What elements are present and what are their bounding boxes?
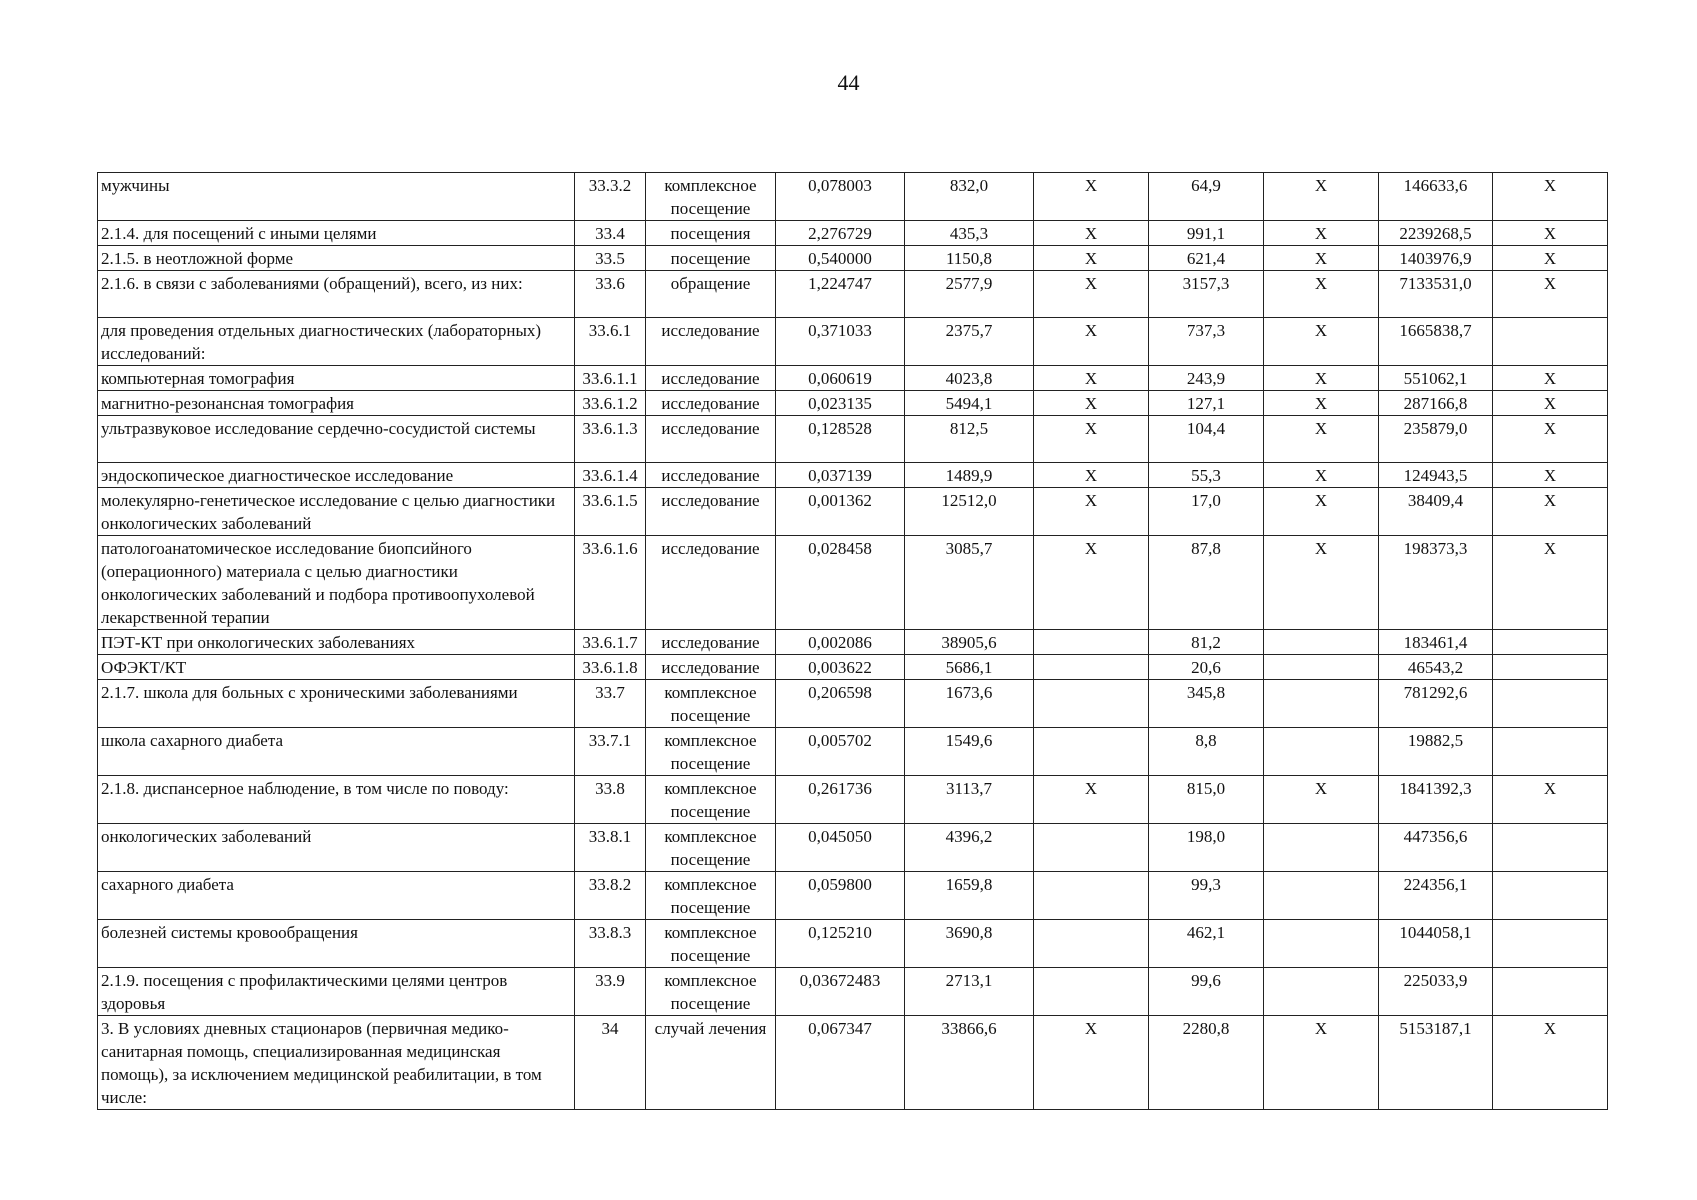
row-unit: комплексное посещение xyxy=(646,728,776,776)
row-amount: 17,0 xyxy=(1149,488,1264,536)
table-row xyxy=(98,221,1608,246)
row-x-1 xyxy=(1034,824,1149,872)
row-total: 38409,4 xyxy=(1379,488,1493,536)
row-x-1: X xyxy=(1034,488,1149,536)
table-row xyxy=(98,366,1608,391)
row-unit: исследование xyxy=(646,630,776,655)
row-x-1: X xyxy=(1034,536,1149,630)
row-x-1: X xyxy=(1034,416,1149,463)
row-cost: 1549,6 xyxy=(905,728,1034,776)
row-amount: 621,4 xyxy=(1149,246,1264,271)
row-cost: 3690,8 xyxy=(905,920,1034,968)
row-x-1 xyxy=(1034,655,1149,680)
row-total: 225033,9 xyxy=(1379,968,1493,1016)
row-code: 33.6.1.3 xyxy=(575,416,646,463)
row-x-2 xyxy=(1264,920,1379,968)
row-x-1: X xyxy=(1034,1016,1149,1110)
row-x-2: X xyxy=(1264,366,1379,391)
row-unit: комплексное посещение xyxy=(646,920,776,968)
row-code: 33.7.1 xyxy=(575,728,646,776)
row-x-2: X xyxy=(1264,318,1379,366)
row-norm: 0,540000 xyxy=(776,246,905,271)
table-row xyxy=(98,391,1608,416)
row-cost: 1673,6 xyxy=(905,680,1034,728)
table-row xyxy=(98,776,1608,824)
row-norm: 0,261736 xyxy=(776,776,905,824)
row-x-2: X xyxy=(1264,488,1379,536)
row-x-3 xyxy=(1493,728,1608,776)
row-x-3: X xyxy=(1493,391,1608,416)
row-unit: исследование xyxy=(646,488,776,536)
row-norm: 0,078003 xyxy=(776,173,905,221)
table-row xyxy=(98,173,1608,221)
row-total: 1841392,3 xyxy=(1379,776,1493,824)
row-cost: 3113,7 xyxy=(905,776,1034,824)
data-table xyxy=(97,172,1608,1110)
row-unit: обращение xyxy=(646,271,776,318)
row-unit: комплексное посещение xyxy=(646,968,776,1016)
row-unit: исследование xyxy=(646,655,776,680)
row-amount: 198,0 xyxy=(1149,824,1264,872)
table-row xyxy=(98,488,1608,536)
row-amount: 64,9 xyxy=(1149,173,1264,221)
table-row xyxy=(98,824,1608,872)
row-amount: 991,1 xyxy=(1149,221,1264,246)
row-x-2 xyxy=(1264,630,1379,655)
row-amount: 243,9 xyxy=(1149,366,1264,391)
row-x-1: X xyxy=(1034,246,1149,271)
row-label: молекулярно-генетическое исследование с целью диагностики онкологических заболеваний xyxy=(98,488,575,536)
row-norm: 0,059800 xyxy=(776,872,905,920)
row-cost: 33866,6 xyxy=(905,1016,1034,1110)
row-norm: 0,060619 xyxy=(776,366,905,391)
row-x-2: X xyxy=(1264,391,1379,416)
row-total: 551062,1 xyxy=(1379,366,1493,391)
row-norm: 0,03672483 xyxy=(776,968,905,1016)
row-x-3: X xyxy=(1493,1016,1608,1110)
row-cost: 4396,2 xyxy=(905,824,1034,872)
row-unit: исследование xyxy=(646,463,776,488)
row-x-3: X xyxy=(1493,366,1608,391)
table-row xyxy=(98,968,1608,1016)
row-x-1 xyxy=(1034,968,1149,1016)
row-x-2 xyxy=(1264,824,1379,872)
row-code: 33.6.1.4 xyxy=(575,463,646,488)
row-label: 2.1.4. для посещений с иными целями xyxy=(98,221,575,246)
row-total: 183461,4 xyxy=(1379,630,1493,655)
row-amount: 99,6 xyxy=(1149,968,1264,1016)
row-amount: 3157,3 xyxy=(1149,271,1264,318)
row-x-2: X xyxy=(1264,221,1379,246)
row-total: 146633,6 xyxy=(1379,173,1493,221)
row-label: магнитно-резонансная томография xyxy=(98,391,575,416)
row-code: 33.6.1.6 xyxy=(575,536,646,630)
row-x-2 xyxy=(1264,728,1379,776)
row-x-3: X xyxy=(1493,488,1608,536)
row-amount: 104,4 xyxy=(1149,416,1264,463)
row-total: 7133531,0 xyxy=(1379,271,1493,318)
row-x-3: X xyxy=(1493,776,1608,824)
row-x-1 xyxy=(1034,728,1149,776)
row-code: 33.8.2 xyxy=(575,872,646,920)
table-row xyxy=(98,318,1608,366)
row-x-3: X xyxy=(1493,173,1608,221)
row-x-3: X xyxy=(1493,536,1608,630)
row-total: 235879,0 xyxy=(1379,416,1493,463)
table-row xyxy=(98,536,1608,630)
row-unit: исследование xyxy=(646,366,776,391)
row-norm: 0,037139 xyxy=(776,463,905,488)
row-x-1: X xyxy=(1034,221,1149,246)
table-row xyxy=(98,271,1608,318)
row-cost: 12512,0 xyxy=(905,488,1034,536)
row-amount: 737,3 xyxy=(1149,318,1264,366)
row-unit: посещения xyxy=(646,221,776,246)
row-norm: 1,224747 xyxy=(776,271,905,318)
row-unit: посещение xyxy=(646,246,776,271)
row-norm: 0,045050 xyxy=(776,824,905,872)
row-x-1: X xyxy=(1034,391,1149,416)
row-amount: 8,8 xyxy=(1149,728,1264,776)
row-label: патологоанатомическое исследование биопсийного (операционного) материала с целью диагностики онкологических заболеваний и подбора противоопухолевой лекарственной терапии xyxy=(98,536,575,630)
page-number: 44 xyxy=(837,70,860,95)
row-amount: 81,2 xyxy=(1149,630,1264,655)
row-total: 224356,1 xyxy=(1379,872,1493,920)
row-label: онкологических заболеваний xyxy=(98,824,575,872)
row-total: 781292,6 xyxy=(1379,680,1493,728)
row-amount: 345,8 xyxy=(1149,680,1264,728)
row-x-2: X xyxy=(1264,173,1379,221)
row-label: 2.1.7. школа для больных с хроническими заболеваниями xyxy=(98,680,575,728)
row-amount: 815,0 xyxy=(1149,776,1264,824)
row-norm: 0,028458 xyxy=(776,536,905,630)
row-label: ультразвуковое исследование сердечно-сосудистой системы xyxy=(98,416,575,463)
row-code: 33.6.1.2 xyxy=(575,391,646,416)
row-x-2: X xyxy=(1264,416,1379,463)
row-unit: комплексное посещение xyxy=(646,680,776,728)
row-x-2 xyxy=(1264,968,1379,1016)
row-code: 33.6.1.7 xyxy=(575,630,646,655)
row-label: 2.1.6. в связи с заболеваниями (обращений), всего, из них: xyxy=(98,271,575,318)
row-total: 2239268,5 xyxy=(1379,221,1493,246)
row-label: 3. В условиях дневных стационаров (первичная медико-санитарная помощь, специализированная медицинская помощь), за исключением медицинской реабилитации, в том числе: xyxy=(98,1016,575,1110)
row-code: 33.5 xyxy=(575,246,646,271)
row-x-2 xyxy=(1264,680,1379,728)
row-code: 34 xyxy=(575,1016,646,1110)
row-total: 46543,2 xyxy=(1379,655,1493,680)
row-norm: 0,371033 xyxy=(776,318,905,366)
row-label: 2.1.5. в неотложной форме xyxy=(98,246,575,271)
row-x-3: X xyxy=(1493,271,1608,318)
row-total: 287166,8 xyxy=(1379,391,1493,416)
row-x-2: X xyxy=(1264,246,1379,271)
row-x-2: X xyxy=(1264,776,1379,824)
row-cost: 1150,8 xyxy=(905,246,1034,271)
row-cost: 4023,8 xyxy=(905,366,1034,391)
row-cost: 5494,1 xyxy=(905,391,1034,416)
row-amount: 55,3 xyxy=(1149,463,1264,488)
row-norm: 0,206598 xyxy=(776,680,905,728)
row-amount: 87,8 xyxy=(1149,536,1264,630)
row-cost: 5686,1 xyxy=(905,655,1034,680)
row-x-3 xyxy=(1493,968,1608,1016)
table-row xyxy=(98,872,1608,920)
table-row xyxy=(98,920,1608,968)
row-cost: 435,3 xyxy=(905,221,1034,246)
row-x-3: X xyxy=(1493,246,1608,271)
row-total: 19882,5 xyxy=(1379,728,1493,776)
row-x-3 xyxy=(1493,318,1608,366)
table-row xyxy=(98,655,1608,680)
row-code: 33.7 xyxy=(575,680,646,728)
table-row xyxy=(98,463,1608,488)
row-cost: 38905,6 xyxy=(905,630,1034,655)
row-code: 33.3.2 xyxy=(575,173,646,221)
row-cost: 832,0 xyxy=(905,173,1034,221)
row-label: эндоскопическое диагностическое исследование xyxy=(98,463,575,488)
row-x-1: X xyxy=(1034,463,1149,488)
row-total: 5153187,1 xyxy=(1379,1016,1493,1110)
row-label: для проведения отдельных диагностических (лабораторных) исследований: xyxy=(98,318,575,366)
row-cost: 812,5 xyxy=(905,416,1034,463)
row-x-1: X xyxy=(1034,271,1149,318)
row-cost: 2375,7 xyxy=(905,318,1034,366)
row-x-1: X xyxy=(1034,318,1149,366)
row-x-2: X xyxy=(1264,1016,1379,1110)
row-total: 198373,3 xyxy=(1379,536,1493,630)
row-x-1 xyxy=(1034,630,1149,655)
row-amount: 99,3 xyxy=(1149,872,1264,920)
table-row xyxy=(98,1016,1608,1110)
row-x-1 xyxy=(1034,872,1149,920)
table-row xyxy=(98,246,1608,271)
row-label: болезней системы кровообращения xyxy=(98,920,575,968)
row-amount: 462,1 xyxy=(1149,920,1264,968)
row-norm: 0,067347 xyxy=(776,1016,905,1110)
table-row xyxy=(98,630,1608,655)
row-code: 33.4 xyxy=(575,221,646,246)
row-label: ОФЭКТ/КТ xyxy=(98,655,575,680)
row-norm: 0,005702 xyxy=(776,728,905,776)
row-x-3: X xyxy=(1493,221,1608,246)
row-label: школа сахарного диабета xyxy=(98,728,575,776)
row-code: 33.6.1.1 xyxy=(575,366,646,391)
table-row xyxy=(98,728,1608,776)
row-x-2 xyxy=(1264,872,1379,920)
row-code: 33.9 xyxy=(575,968,646,1016)
row-x-3: X xyxy=(1493,416,1608,463)
row-cost: 2577,9 xyxy=(905,271,1034,318)
row-cost: 1489,9 xyxy=(905,463,1034,488)
row-cost: 1659,8 xyxy=(905,872,1034,920)
row-label: 2.1.8. диспансерное наблюдение, в том числе по поводу: xyxy=(98,776,575,824)
row-unit: исследование xyxy=(646,416,776,463)
row-x-3 xyxy=(1493,680,1608,728)
row-label: компьютерная томография xyxy=(98,366,575,391)
row-x-1: X xyxy=(1034,366,1149,391)
row-code: 33.6.1.5 xyxy=(575,488,646,536)
row-cost: 2713,1 xyxy=(905,968,1034,1016)
row-label: ПЭТ-КТ при онкологических заболеваниях xyxy=(98,630,575,655)
row-code: 33.6.1 xyxy=(575,318,646,366)
row-cost: 3085,7 xyxy=(905,536,1034,630)
row-amount: 127,1 xyxy=(1149,391,1264,416)
row-norm: 2,276729 xyxy=(776,221,905,246)
row-unit: исследование xyxy=(646,318,776,366)
row-total: 447356,6 xyxy=(1379,824,1493,872)
row-unit: комплексное посещение xyxy=(646,173,776,221)
row-label: сахарного диабета xyxy=(98,872,575,920)
row-x-1 xyxy=(1034,920,1149,968)
row-total: 124943,5 xyxy=(1379,463,1493,488)
row-x-3 xyxy=(1493,630,1608,655)
row-x-2 xyxy=(1264,655,1379,680)
row-amount: 20,6 xyxy=(1149,655,1264,680)
row-code: 33.6.1.8 xyxy=(575,655,646,680)
row-x-2: X xyxy=(1264,271,1379,318)
row-code: 33.6 xyxy=(575,271,646,318)
row-norm: 0,128528 xyxy=(776,416,905,463)
row-x-1: X xyxy=(1034,776,1149,824)
row-norm: 0,023135 xyxy=(776,391,905,416)
table-row xyxy=(98,416,1608,463)
row-total: 1665838,7 xyxy=(1379,318,1493,366)
row-x-2: X xyxy=(1264,536,1379,630)
row-norm: 0,003622 xyxy=(776,655,905,680)
row-unit: комплексное посещение xyxy=(646,872,776,920)
row-x-3 xyxy=(1493,655,1608,680)
row-unit: комплексное посещение xyxy=(646,824,776,872)
row-code: 33.8 xyxy=(575,776,646,824)
row-label: 2.1.9. посещения с профилактическими целями центров здоровья xyxy=(98,968,575,1016)
row-norm: 0,002086 xyxy=(776,630,905,655)
row-x-3 xyxy=(1493,872,1608,920)
row-unit: случай лечения xyxy=(646,1016,776,1110)
row-code: 33.8.3 xyxy=(575,920,646,968)
row-x-1: X xyxy=(1034,173,1149,221)
row-norm: 0,125210 xyxy=(776,920,905,968)
row-x-1 xyxy=(1034,680,1149,728)
row-unit: исследование xyxy=(646,536,776,630)
row-unit: комплексное посещение xyxy=(646,776,776,824)
row-code: 33.8.1 xyxy=(575,824,646,872)
row-amount: 2280,8 xyxy=(1149,1016,1264,1110)
row-total: 1403976,9 xyxy=(1379,246,1493,271)
row-x-2: X xyxy=(1264,463,1379,488)
row-total: 1044058,1 xyxy=(1379,920,1493,968)
row-label: мужчины xyxy=(98,173,575,221)
row-x-3 xyxy=(1493,824,1608,872)
row-unit: исследование xyxy=(646,391,776,416)
row-x-3: X xyxy=(1493,463,1608,488)
row-x-3 xyxy=(1493,920,1608,968)
row-norm: 0,001362 xyxy=(776,488,905,536)
table-row xyxy=(98,680,1608,728)
